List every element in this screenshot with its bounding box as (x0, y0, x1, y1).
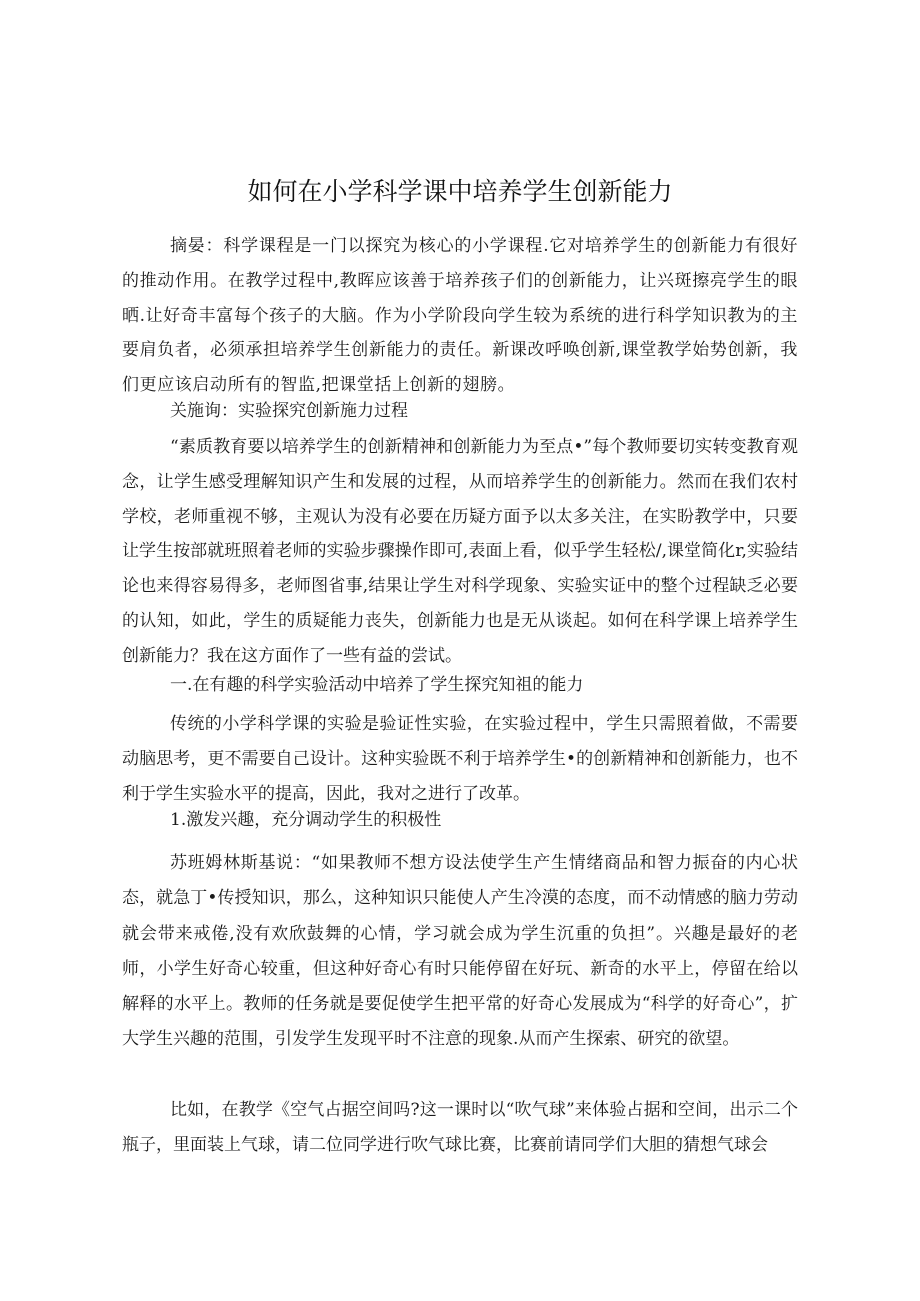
abstract-paragraph: 摘晏：科学课程是一门以探究为核心的小学课程.它对培养学生的创新能力有很好的推动作用。在教学过程中,教晖应该善于培养孩子们的创新能力，让兴斑擦亮学生的眼晒.让好奇丰富每个孩子的大脑。作为小学阶段向学生较为系统的进行科学知识教为的主要肩负者，必须承担培养学生创新能力的责任。新课改呼唤创新,课堂教学始势创新，我们更应该启动所有的智监,把课堂括上创新的翅膀。 (122, 236, 798, 396)
intro-paragraph: “素质教育要以培养学生的创新精神和创新能力为至点•”每个教师要切实转变教育观念，让学生感受理解知识产生和发展的过程，从而培养学生的创新能力。然而在我们农村学校，老师重视不够，主观认为没有必要在历疑方面予以太多关注，在实盼教学中，只要让学生按部就班照着老师的实验步骤操作即可,表面上看，似乎学生轻松/,课堂简化r,实验结论也来得容易得多，老师图省事,结果让学生对科学现象、实验实证中的整个过程缺乏必要的认知，如此，学生的质疑能力丧失，创新能力也是无从谈起。如何在科学课上培养学生创新能力？我在这方面作了一些有益的尝试。 (122, 437, 798, 666)
subsection-heading-1: 1.激发兴趣，充分调动学生的积极性 (170, 810, 442, 830)
keywords-line: 关施询：实验探究创新施力过程 (170, 401, 408, 421)
example-paragraph: 比如，在教学《空气占据空间吗?这一课时以“吹气球”来体验占据和空间，出示二个瓶子，里面装上气球，请二位同学进行吹气球比赛，比赛前请同学们大胆的猜想气球会 (122, 1100, 798, 1155)
document-title: 如何在小学科学课中培养学生创新能力 (247, 177, 673, 206)
traditional-experiment-paragraph: 传统的小学科学课的实验是验证性实验，在实验过程中，学生只需照着做，不需要动脑思考，更不需要自己设计。这种实验既不利于培养学生•的创新精神和创新能力，也不利于学生实验水平的提高，因此，我对之进行了改革。 (122, 714, 798, 804)
sukhomlinsky-quote-paragraph: 苏班姆林斯基说：“如果教师不想方设法使学生产生情绪商品和智力振奋的内心状态，就急丁•传授知识，那么，这种知识只能使人产生冷漠的态度，而不动情感的脑力劳动就会带来戒倦,没有欢欣鼓舞的心情，学习就会成为学生沉重的负担”。兴趣是最好的老师，小学生好奇心较重，但这种好奇心有时只能停留在好玩、新奇的水平上，停留在给以解释的水平上。教师的任务就是要促使学生把平常的好奇心发展成为“科学的好奇心”，扩大学生兴趣的范围，引发学生发现平时不注意的现象.从而产生探索、研究的欲望。 (122, 853, 798, 1050)
section-heading-1: 一.在有趣的科学实验活动中培养了学生探究知祖的能力 (170, 675, 584, 695)
